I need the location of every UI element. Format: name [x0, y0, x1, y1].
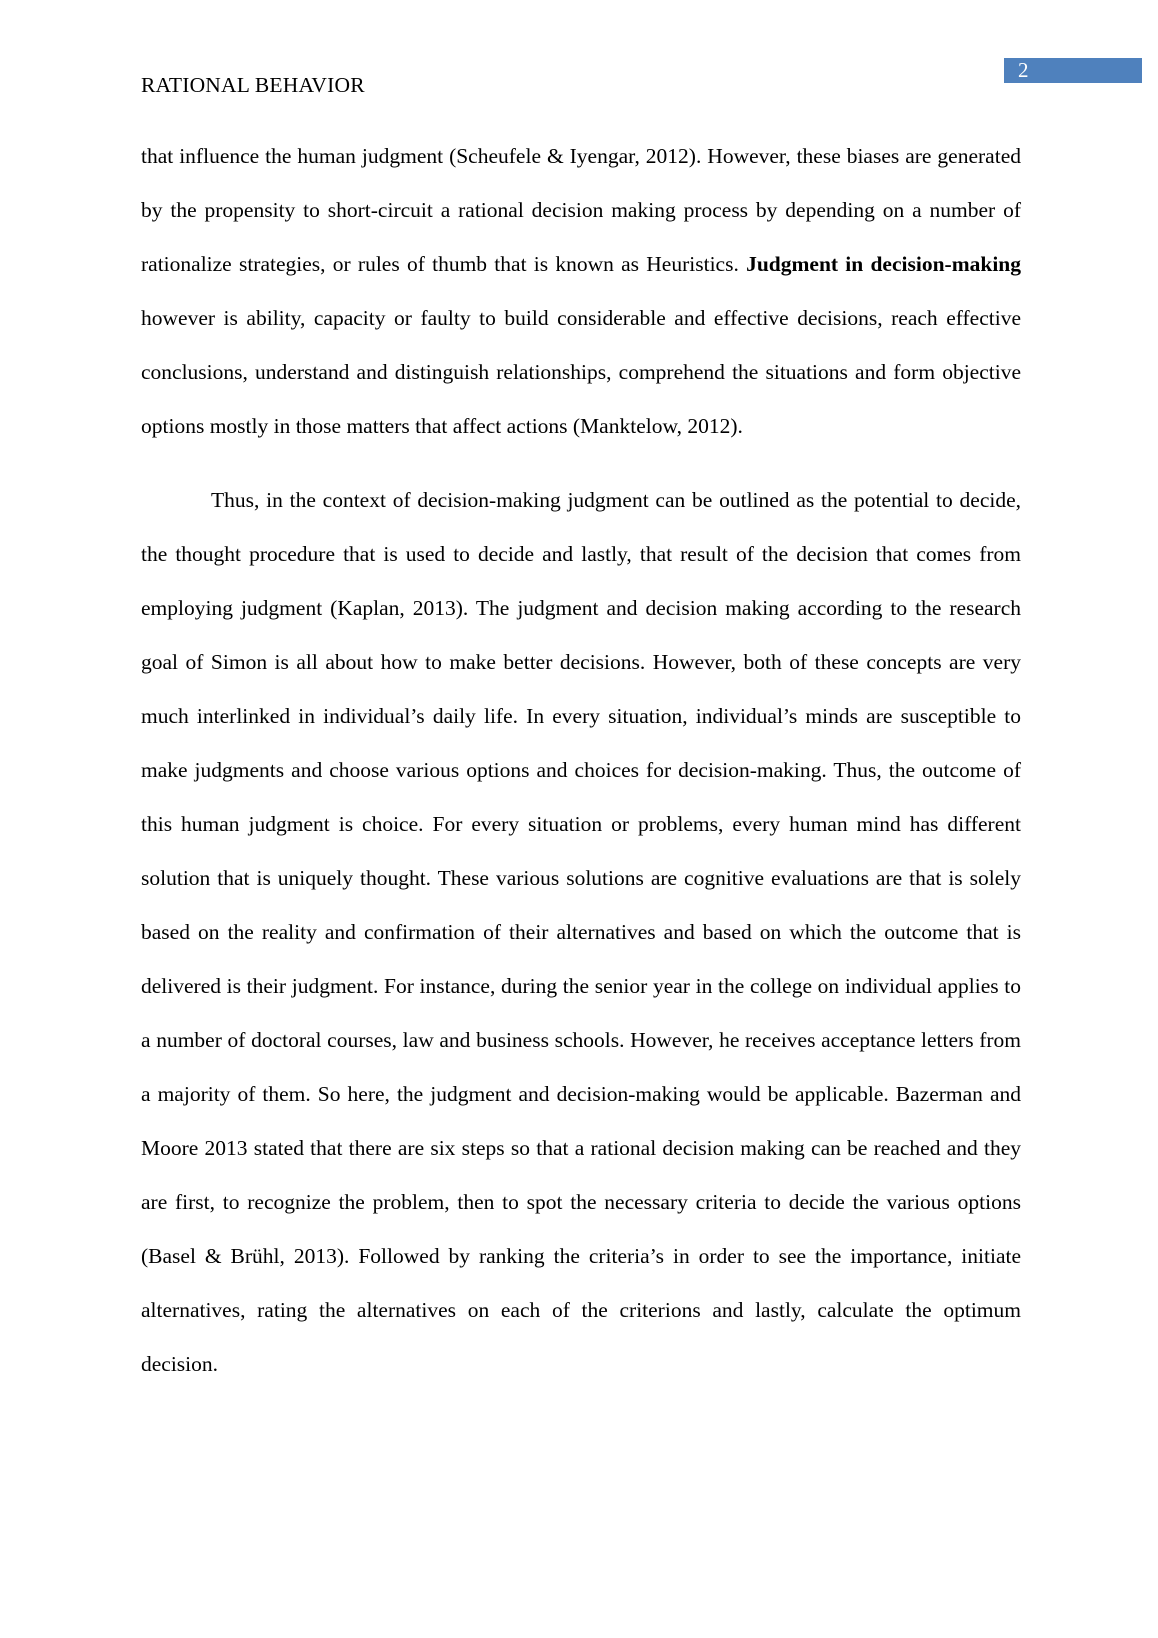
document-body — [141, 129, 1021, 1391]
bold-term: Judgment in decision-making — [746, 252, 1021, 276]
paragraph-1-text-after: however is ability, capacity or faulty to build considerable and effective decisions, reach effective conclusions, understand and distinguish relationships, comprehend the situations and form objective options mostly in those matters that affect actions (Manktelow, 2012). — [141, 306, 1021, 438]
page-number: 2 — [1004, 58, 1142, 83]
paragraph-2: Thus, in the context of decision-making judgment can be outlined as the potential to decide, the thought procedure that is used to decide and lastly, that result of the decision that comes from employing judgment (Kaplan, 2013). The judgment and decision making according to the research goal of Simon is all about how to make better decisions. However, both of these concepts are very much interlinked in individual’s daily life. In every situation, individual’s minds are susceptible to make judgments and choose various options and choices for decision-making. Thus, the outcome of this human judgment is choice. For every situation or problems, every human mind has different solution that is uniquely thought. These various solutions are cognitive evaluations are that is solely based on the reality and confirmation of their alternatives and based on which the outcome that is delivered is their judgment. For instance, during the senior year in the college on individual applies to a number of doctoral courses, law and business schools. However, he receives acceptance letters from a majority of them. So here, the judgment and decision-making would be applicable. Bazerman and Moore 2013 stated that there are six steps so that a rational decision making can be reached and they are first, to recognize the problem, then to spot the necessary criteria to decide the various options (Basel & Brühl, 2013). Followed by ranking the criteria’s in order to see the importance, initiate alternatives, rating the alternatives on each of the criterions and lastly, calculate the optimum decision. — [141, 488, 1021, 1376]
running-head: RATIONAL BEHAVIOR — [141, 73, 365, 97]
paragraph-1 — [141, 129, 1021, 453]
paragraph-1-text-before: that influence the human judgment (Scheufele & Iyengar, 2012). However, these biases are generated by the propensity to short-circuit a rational decision making process by depending on a number of rationalize strategies, or rules of thumb that is known as Heuristics. — [141, 144, 1021, 276]
